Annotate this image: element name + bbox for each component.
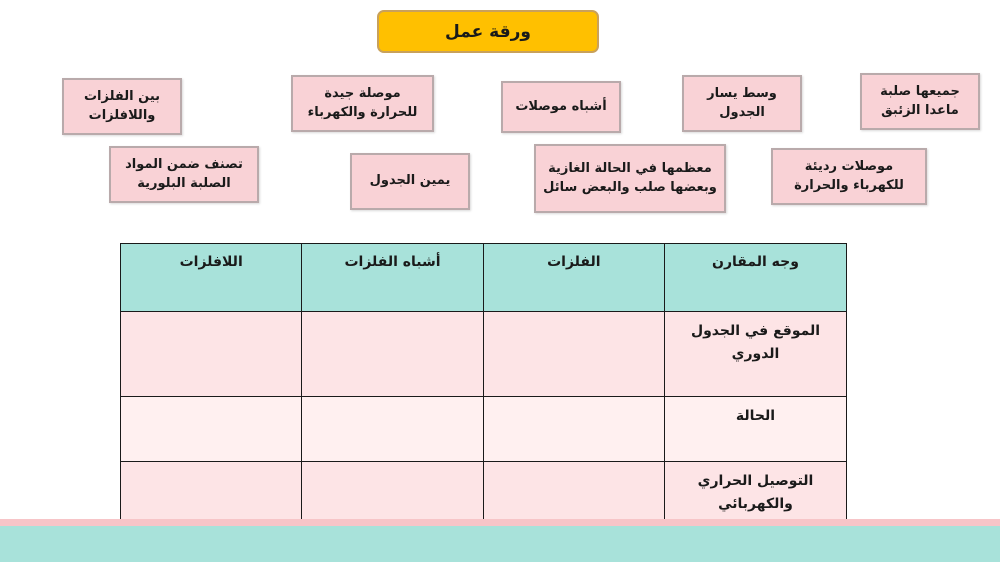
card-between-metals-nonmetals[interactable]: بين الفلزات واللافلزات (62, 78, 182, 135)
table-row (121, 312, 847, 397)
header-nonmetals: اللافلزات (121, 244, 302, 312)
card-all-solid-except-mercury[interactable]: جميعها صلبة ماعدا الزئبق (860, 73, 980, 130)
card-right-side-table[interactable]: يمين الجدول (350, 153, 470, 210)
footer-band (0, 526, 1000, 562)
worksheet-title: ورقة عمل (377, 10, 599, 53)
comparison-table (120, 243, 847, 549)
drop-cell-metals-location[interactable] (483, 312, 664, 397)
card-poor-conductor[interactable]: موصلات رديئة للكهرباء والحرارة (771, 148, 927, 205)
header-metals: الفلزات (483, 244, 664, 312)
drop-cell-metalloids-location[interactable] (302, 312, 483, 397)
card-middle-left-table[interactable]: وسط يسار الجدول (682, 75, 802, 132)
drop-cell-metalloids-state[interactable] (302, 397, 483, 462)
card-good-conductor[interactable]: موصلة جيدة للحرارة والكهرباء (291, 75, 434, 132)
card-semiconductors[interactable]: أشباه موصلات (501, 81, 621, 133)
row-label-location: الموقع في الجدول الدوري (665, 312, 847, 397)
header-metalloids: أشباه الفلزات (302, 244, 483, 312)
table-row (121, 397, 847, 462)
drop-cell-metals-state[interactable] (483, 397, 664, 462)
table-header-row (121, 244, 847, 312)
footer-divider (0, 519, 1000, 526)
row-label-state: الحالة (665, 397, 847, 462)
drop-cell-nonmetals-location[interactable] (121, 312, 302, 397)
drop-cell-nonmetals-state[interactable] (121, 397, 302, 462)
card-mostly-gas[interactable]: معظمها في الحالة الغازية وبعضها صلب والبعض سائل (534, 144, 726, 213)
row-label-conductivity: التوصيل الحراري والكهربائي (665, 462, 847, 549)
header-comparison-aspect: وجه المقارن (665, 244, 847, 312)
card-crystalline-solids[interactable]: تصنف ضمن المواد الصلبة البلورية (109, 146, 259, 203)
